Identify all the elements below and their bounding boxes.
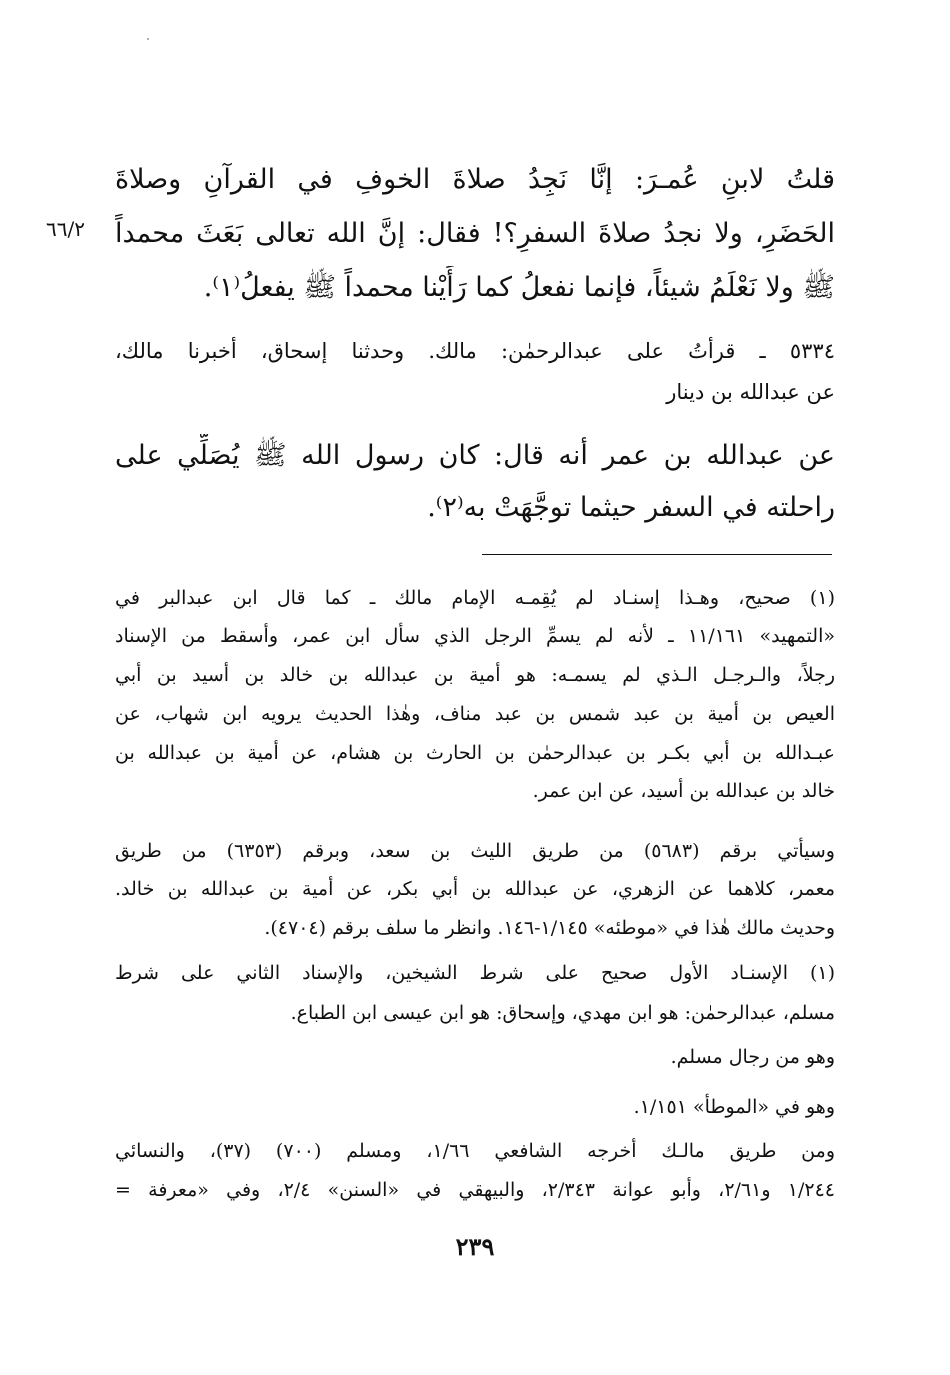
main-text-line: ﷺ ولا نَعْلَمُ شيئاً، فإنما نفعلُ كما رَأَيْنا محمداً ﷺ يفعلُ⁽١⁾. bbox=[203, 272, 835, 303]
main-text-line: قلتُ لابنِ عُمـرَ: إنَّا نَجِدُ صلاةَ الخوفِ في القرآنِ وصلاةَ bbox=[115, 164, 835, 195]
footnote-line: وحديث مالك هٰذا في «موطئه» ١/١٤٥-١٤٦. وانظر ما سلف برقم (٤٧٠٤). bbox=[264, 917, 835, 939]
chain-line: عن عبدالله بن دينار bbox=[666, 380, 835, 404]
margin-volume-page-reference: ٦٦/٢ bbox=[46, 217, 85, 241]
footnote-line: رجلاً، والـرجـل الـذي لم يسمـه: هو أمية بن عبدالله بن خالد بن أسيد بن أبي bbox=[115, 664, 835, 686]
scan-speck bbox=[147, 38, 149, 40]
footnote-line: وهو في «الموطأ» ١/١٥١. bbox=[633, 1096, 835, 1118]
footnote-line: (١) صحيح، وهـذا إسنـاد لم يُقِمـه الإمام مالك ـ كما قال ابن عبدالبر في bbox=[115, 587, 835, 609]
footnote-line: (١) الإسنـاد الأول صحيح على شرط الشيخين، والإسناد الثاني على شرط bbox=[115, 962, 835, 984]
hadith-text-line: راحلته في السفر حيثما توجَّهَتْ به⁽٢⁾. bbox=[427, 492, 835, 523]
footnote-line: ١/٢٤٤ و٢/٦١، وأبو عوانة ٢/٣٤٣، والبيهقي في «السنن» ٢/٤، وفي «معرفة = bbox=[115, 1179, 835, 1201]
footnote-line: العيص بن أمية بن عبد شمس بن عبد مناف، وهٰذا الحديث يرويه ابن شهاب، عن bbox=[115, 703, 835, 725]
footnote-line: وسيأتي برقم (٥٦٨٣) من طريق الليث بن سعد، وبرقم (٦٣٥٣) من طريق bbox=[115, 840, 835, 862]
chain-line: ٥٣٣٤ ـ قرأتُ على عبدالرحمٰن: مالك. وحدثنا إسحاق، أخبرنا مالك، bbox=[115, 339, 835, 363]
footnote-line: ومن طريق مالـك أخرجه الشافعي ١/٦٦، ومسلم (٧٠٠) (٣٧)، والنسائي bbox=[115, 1140, 835, 1162]
page-number: ٢٣٩ bbox=[455, 1232, 495, 1261]
main-text-line: الحَضَرِ، ولا نجدُ صلاةَ السفرِ؟! فقال: إنَّ الله تعالى بَعَثَ محمداً bbox=[115, 218, 835, 249]
footnote-line: خالد بن عبدالله بن أسيد، عن ابن عمر. bbox=[532, 780, 835, 802]
footnote-separator bbox=[482, 554, 832, 555]
hadith-text-line: عن عبدالله بن عمر أنه قال: كان رسول الله ﷺ يُصَلِّي على bbox=[115, 440, 835, 471]
footnote-line: معمر، كلاهما عن الزهري، عن عبدالله بن أبي بكر، عن أمية بن عبدالله بن خالد. bbox=[115, 878, 835, 900]
footnote-line: عبـدالله بن أبي بكـر بن عبدالرحمٰن بن الحارث بن هشام، عن أمية بن عبدالله بن bbox=[115, 742, 835, 764]
footnote-line: مسلم، عبدالرحمٰن: هو ابن مهدي، وإسحاق: هو ابن عيسى ابن الطباع. bbox=[290, 1002, 835, 1024]
footnote-line: «التمهيد» ١١/١٦١ ـ لأنه لم يسمِّ الرجل الذي سأل ابن عمر، وأسقط من الإسناد bbox=[115, 625, 835, 647]
footnote-line: وهو من رجال مسلم. bbox=[670, 1046, 835, 1068]
